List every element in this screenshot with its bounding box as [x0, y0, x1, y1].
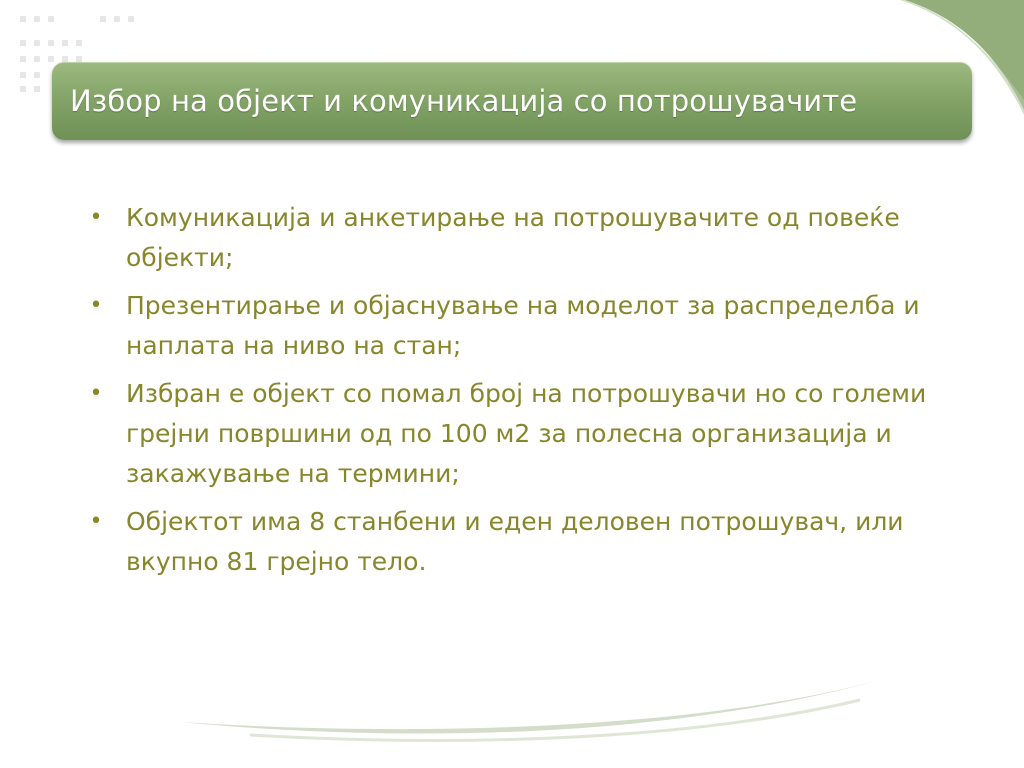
bullet-item	[86, 374, 946, 494]
title-bar	[52, 62, 972, 140]
bullet-icon: •	[89, 293, 103, 318]
bullet-text: Објектот има 8 станбени и еден деловен потрошувач, или вкупно 81 грејно тело.	[126, 507, 904, 576]
slide-title: Избор на објект и комуникација со потрошувачите	[70, 84, 858, 118]
bullet-item	[86, 198, 946, 278]
bullet-text: Избран е објект со помал број на потрошувачи но со големи грејни површини од по 100 м2 за полесна организација и закажување на термини;	[126, 379, 927, 488]
bullet-list	[86, 198, 946, 582]
bullet-text: Комуникација и анкетирање на потрошувачите од повеќе објекти;	[126, 203, 900, 272]
bullet-text: Презентирање и објаснување на моделот за распределба и наплата на ниво на стан;	[126, 291, 920, 360]
bullet-icon: •	[89, 381, 103, 406]
bullet-icon: •	[89, 509, 103, 534]
bullet-item	[86, 286, 946, 366]
bullet-item	[86, 502, 946, 582]
bullet-icon: •	[89, 205, 103, 230]
content-area	[86, 198, 946, 590]
